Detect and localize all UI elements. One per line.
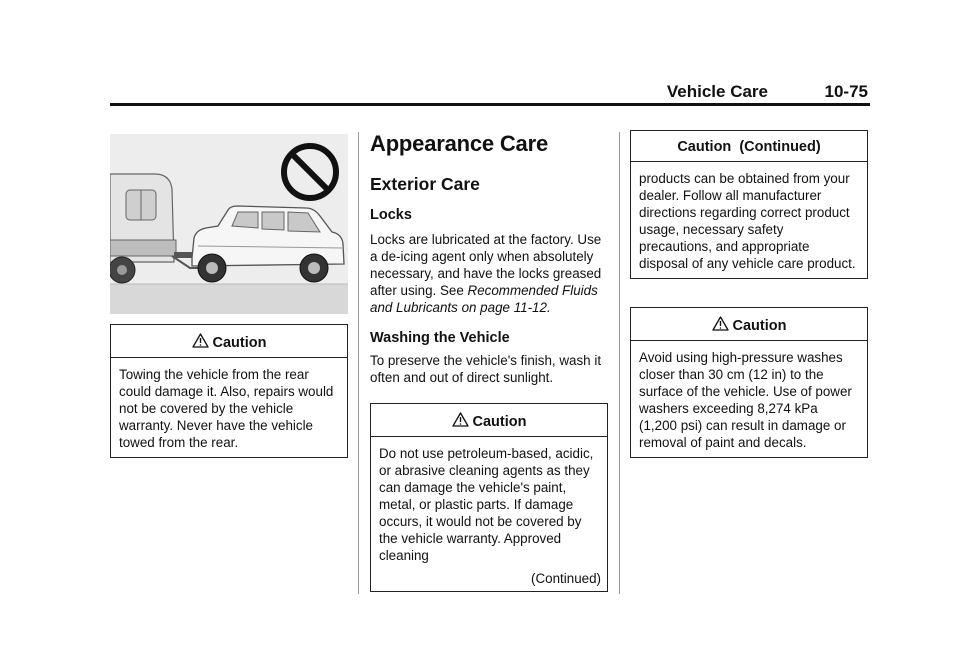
page-number: 10-75 — [824, 82, 868, 101]
caution-body: Avoid using high-pressure washes closer than 30 cm (12 in) to the surface of the vehicle. Use of power washers exceeding 8,274 kPa (1,200 psi) can result in damage or removal of paint and decals. — [639, 350, 852, 450]
heading-washing-vehicle: Washing the Vehicle — [370, 330, 510, 346]
towing-illustration — [110, 134, 348, 314]
locks-reference-link[interactable]: Recommended Fluids and Lubricants on page 11-12. — [370, 283, 598, 315]
column-divider-2 — [619, 132, 620, 594]
caution-title: Caution — [212, 335, 267, 351]
washing-paragraph: To preserve the vehicle's finish, wash it often and out of direct sunlight. — [370, 353, 602, 385]
caution-continued-header: Caution (Continued) — [631, 131, 867, 162]
caution-header — [111, 325, 347, 358]
caution-continued-body: products can be obtained from your dealer. Follow all manufacturer directions regarding correct product usage, necessary safety precautions, and appropriate disposal of any vehicle care product. — [639, 171, 856, 271]
locks-paragraph — [370, 231, 608, 316]
caution-box-continued — [630, 130, 868, 279]
page-header — [110, 80, 870, 106]
heading-appearance-care: Appearance Care — [370, 131, 548, 156]
continued-label: (Continued) — [531, 571, 601, 586]
column-3 — [630, 130, 868, 486]
section-title: Vehicle Care — [666, 82, 768, 101]
heading-exterior-care: Exterior Care — [370, 174, 480, 194]
heading-locks: Locks — [370, 207, 412, 223]
warning-triangle-icon — [192, 333, 209, 348]
warning-triangle-icon — [452, 412, 469, 427]
caution-body: Towing the vehicle from the rear could damage it. Also, repairs would not be covered by the vehicle warranty. Never have the vehicle towed from the rear. — [119, 367, 334, 450]
warning-triangle-icon — [712, 316, 729, 331]
column-1 — [110, 130, 348, 486]
caution-title: Caution — [732, 318, 787, 334]
caution-box-cleaning — [370, 403, 608, 592]
caution-box-towing — [110, 324, 348, 458]
caution-header — [631, 308, 867, 341]
caution-title: Caution — [472, 414, 527, 430]
caution-box-pressure — [630, 307, 868, 458]
column-divider-1 — [358, 132, 359, 594]
caution-header — [371, 404, 607, 437]
caution-body: Do not use petroleum-based, acidic, or abrasive cleaning agents as they can damage the vehicle's paint, metal, or plastic parts. If damage occurs, it would not be covered by the vehicle warranty. Approved cleaning — [379, 446, 594, 563]
column-2 — [370, 130, 608, 620]
locks-body: Locks are lubricated at the factory. Use a de-icing agent only when absolutely necessary, and have the locks greased after using. See — [370, 232, 602, 298]
